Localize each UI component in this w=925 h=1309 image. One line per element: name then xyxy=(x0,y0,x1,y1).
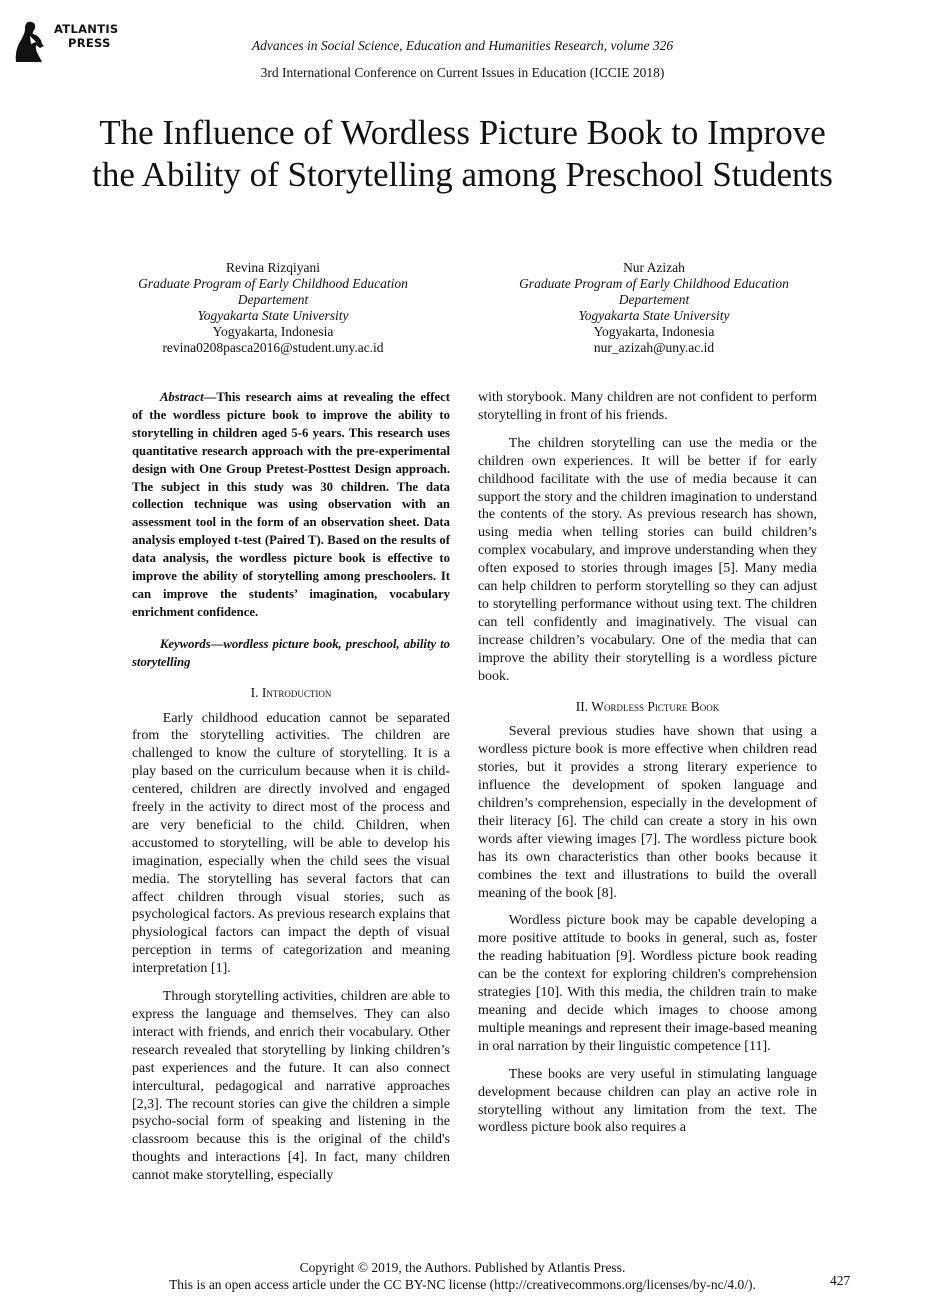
author-name: Revina Rizqiyani xyxy=(225,260,321,275)
page-footer xyxy=(0,1259,925,1293)
series-header: Advances in Social Science, Education and Humanities Research, volume 326 xyxy=(251,38,674,53)
author-university: Yogyakarta State University xyxy=(197,308,349,323)
paragraph-continued: with storybook. Many children are not confident to perform storytelling in front of his friends. xyxy=(478,390,817,423)
author-location: Yogyakarta, Indonesia xyxy=(593,324,715,339)
keywords xyxy=(132,636,450,672)
paragraph: These books are very useful in stimulating language development because children can play an active role in storytelling without any limitation from the text. The wordless picture book also requires a xyxy=(478,1066,817,1136)
paper-title: The Influence of Wordless Picture Book to Improve the Ability of Storytelling among Preschool Students xyxy=(92,113,833,194)
left-column xyxy=(132,389,450,1185)
author-email[interactable]: nur_azizah@uny.ac.id xyxy=(593,340,715,355)
page-number: 427 xyxy=(830,1273,851,1288)
paragraph: Wordless picture book may be capable developing a more positive attitude to books in general, such as, foster the reading habituation [9]. Wordless picture book reading can be the context for exploring children's comprehension strategies [10]. With this media, the children train to make meaning and decide which images to choose among multiple meanings and represent their image-based meaning in oral narration by their linguistic competence [11]. xyxy=(478,913,817,1054)
author-location: Yogyakarta, Indonesia xyxy=(212,324,334,339)
conference-header: 3rd International Conference on Current Issues in Education (ICCIE 2018) xyxy=(260,65,665,80)
keywords-label: Keywords— xyxy=(159,636,224,651)
abstract-text: This research aims at revealing the effect of the wordless picture book to improve the ability to storytelling in children aged 5-6 years. This research uses quantitative research approach with the pre-experimental design with One Group Pretest-Posttest Design approach. The subject in this study was 30 children. The data collection technique was using observation with an assessment tool in the form of an observation sheet. Data analysis employed t-test (Paired T). Based on the results of data analysis, the wordless picture book is effective to improve the ability of storytelling among preschoolers. It can improve the students’ imagination, vocabulary enrichment confidence. xyxy=(132,390,450,619)
abstract-label: Abstract— xyxy=(159,390,217,404)
author-block-2 xyxy=(474,260,834,356)
paragraph: Several previous studies have shown that using a wordless picture book is more effective when children read stories, but it provides a strong literary experience to influence the development of spoken language and children’s comprehension, especially in the development of their literacy [6]. The child can create a story in his own words after viewing images [7]. The wordless picture book has its own characteristics than other books because it combines the text and illustrations to build the overall meaning of the book [8]. xyxy=(478,724,817,901)
section-heading-introduction: I. Introduction xyxy=(250,684,332,700)
author-program: Graduate Program of Early Childhood Education xyxy=(138,276,408,291)
section-heading-wordless-picture-book: II. Wordless Picture Book xyxy=(575,698,720,714)
copyright-notice: Copyright © 2019, the Authors. Published by Atlantis Press. xyxy=(299,1260,626,1275)
keywords-text: wordless picture book, preschool, ability to storytelling xyxy=(132,636,450,669)
paragraph: The children storytelling can use the media or the children own experiences. It will be better if for early childhood facilitate with the use of media because it can support the story and the children imagination to understand the contents of the story. As previous research has shown, using media when telling stories can build children’s complex vocabulary, and improve understanding when they often exposed to stories through images [5]. Many media can help children to perform storytelling so they can adjust to storytelling performance without using text. The children can tell confidently and imaginatively. The visual can increase children’s vocabulary. One of the media that can improve the ability their storytelling is a wordless picture book. xyxy=(478,435,817,684)
author-department: Departement xyxy=(237,292,309,307)
author-email[interactable]: revina0208pasca2016@student.uny.ac.id xyxy=(162,340,384,355)
paragraph: Early childhood education cannot be separated from the storytelling activities. The children are challenged to know the culture of storytelling. It is a play based on the curriculum because when it is child-centered, children are directly involved and engaged freely in the activity to direct most of the process and are very beneficial to the child. Children, when accustomed to storytelling, will be able to develop his imagination, especially when the child sees the visual media. The storytelling has several factors that can affect children through visual stories, such as psychological factors. As previous research explains that physiological factors can impact the depth of visual perception in terms of categorization and meaning interpretation [1]. xyxy=(132,710,450,977)
author-department: Departement xyxy=(618,292,690,307)
author-name: Nur Azizah xyxy=(623,260,685,275)
license-notice: This is an open access article under the CC BY-NC license (http://creativecommons.org/licenses/by-nc/4.0/). xyxy=(169,1277,756,1292)
author-block-1 xyxy=(93,260,453,356)
author-program: Graduate Program of Early Childhood Education xyxy=(519,276,789,291)
right-column xyxy=(478,389,817,1137)
paragraph: Through storytelling activities, children are able to express the language and themselves. They can also interact with friends, and enrich their vocabulary. Other research revealed that storytelling by linking children’s past experiences and the future. It can also connect intercultural, pedagogical and narrative approaches [2,3]. The recount stories can give the children a simple psycho-social form of speaking and listening in the classroom because this is the original of the child's thoughts and interactions [4]. In fact, many children cannot make storytelling, especially xyxy=(132,989,450,1184)
abstract xyxy=(132,389,450,622)
logo-line-2: PRESS xyxy=(68,36,111,50)
author-university: Yogyakarta State University xyxy=(578,308,730,323)
logo-line-1: ATLANTIS xyxy=(54,22,119,36)
